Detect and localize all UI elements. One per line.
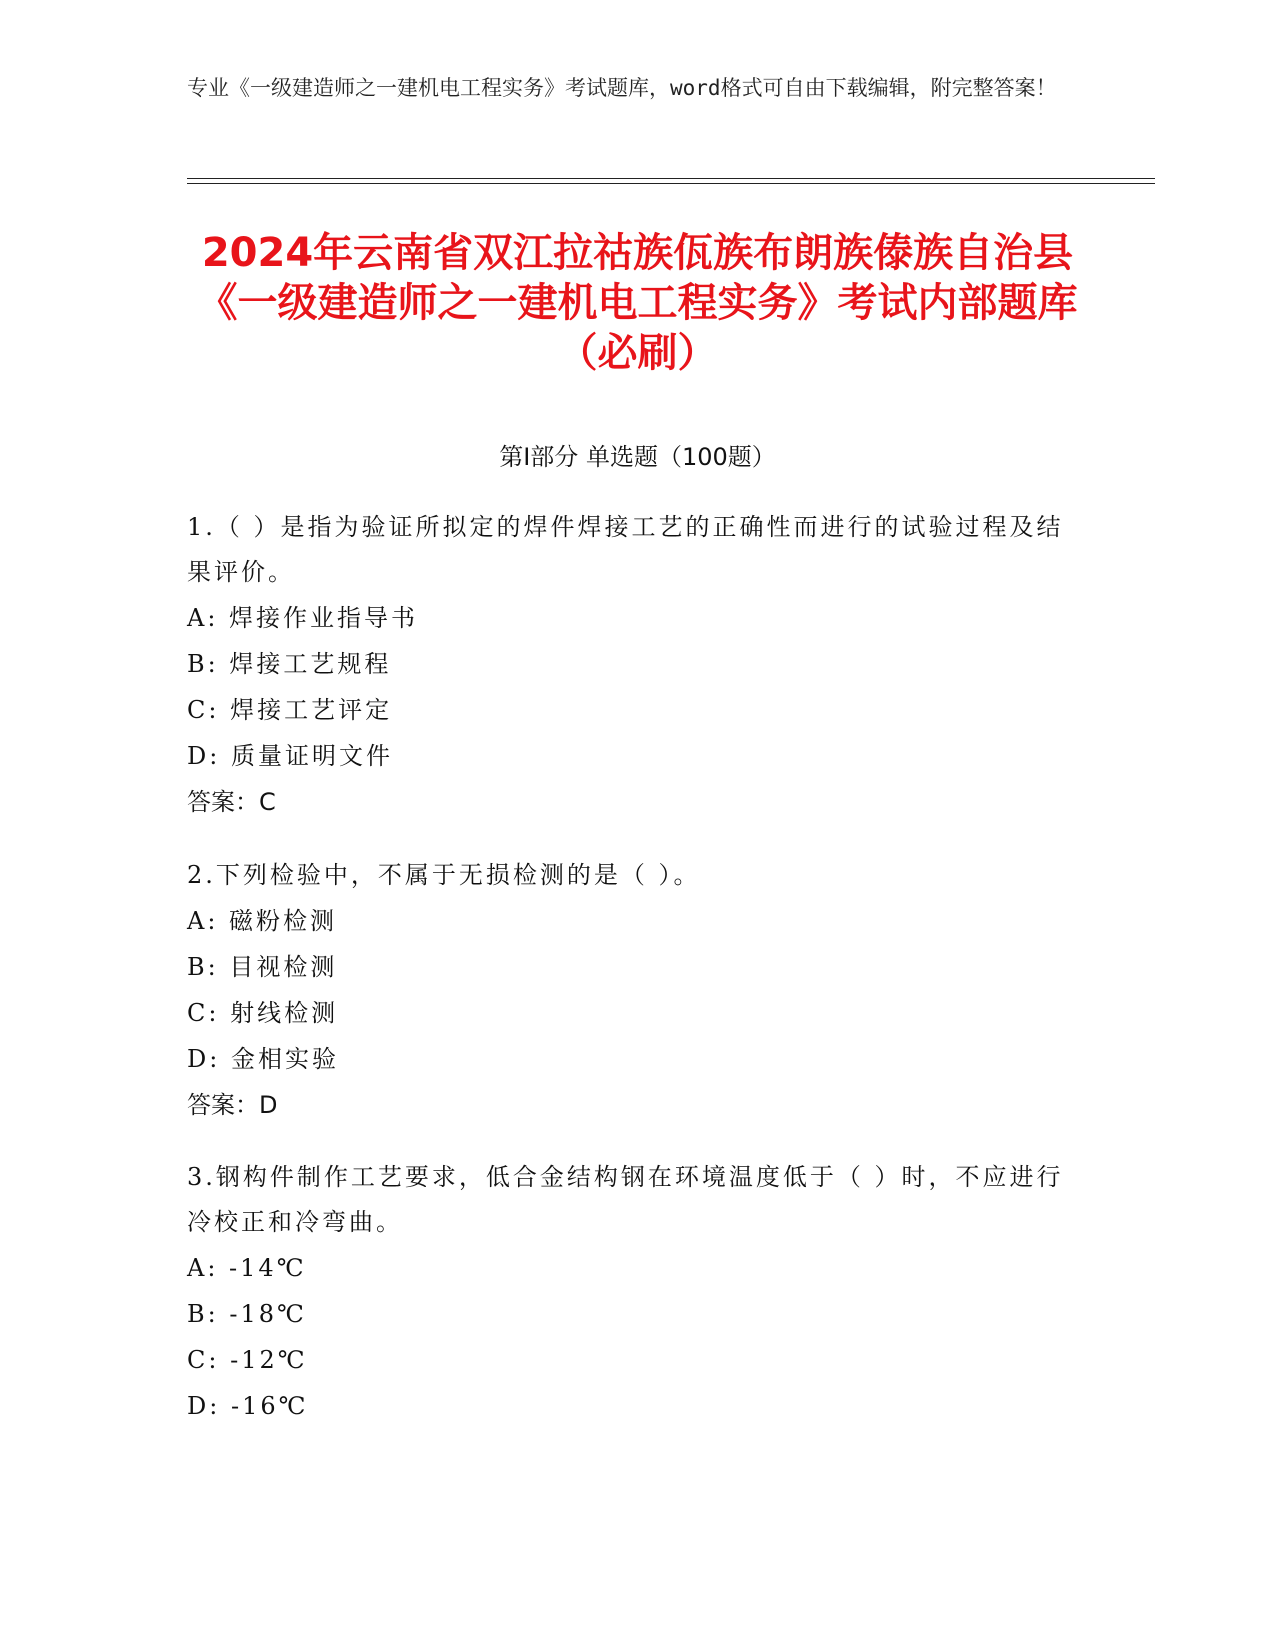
answer: 答案：C: [187, 788, 276, 816]
header-rule-top: [187, 178, 1155, 179]
question-3: [187, 1155, 1067, 1429]
option-a: A: 磁粉检测: [187, 907, 338, 935]
answer: 答案：D: [187, 1091, 278, 1119]
option-a: A: -14℃: [187, 1254, 307, 1282]
option-a: A: 焊接作业指导书: [187, 604, 419, 632]
section-title: 第I部分 单选题（100题）: [499, 443, 776, 471]
question-stem: 2.下列检验中，不属于无损检测的是（ ）。: [187, 861, 701, 889]
question-stem: 3.钢构件制作工艺要求，低合金结构钢在环境温度低于（ ）时，不应进行冷校正和冷弯曲。: [187, 1163, 1064, 1236]
document-title: 2024年云南省双江拉祜族佤族布朗族傣族自治县《一级建造师之一建机电工程实务》考试内部题库（必刷）: [197, 230, 1078, 376]
option-c: C: -12℃: [187, 1346, 308, 1374]
option-d: D: 质量证明文件: [187, 742, 393, 770]
option-d: D: 金相实验: [187, 1045, 339, 1073]
question-2: [187, 853, 1067, 1128]
question-1: [187, 505, 1067, 825]
header-note: 专业《一级建造师之一建机电工程实务》考试题库，word格式可自由下载编辑，附完整答案！: [187, 76, 1057, 100]
option-c: C: 焊接工艺评定: [187, 696, 393, 724]
option-b: B: -18℃: [187, 1300, 307, 1328]
option-b: B: 目视检测: [187, 953, 338, 981]
option-c: C: 射线检测: [187, 999, 339, 1027]
question-stem: 1.（ ）是指为验证所拟定的焊件焊接工艺的正确性而进行的试验过程及结果评价。: [187, 513, 1064, 586]
option-b: B: 焊接工艺规程: [187, 650, 392, 678]
option-d: D: -16℃: [187, 1392, 309, 1420]
header-rule-bottom: [187, 183, 1155, 184]
